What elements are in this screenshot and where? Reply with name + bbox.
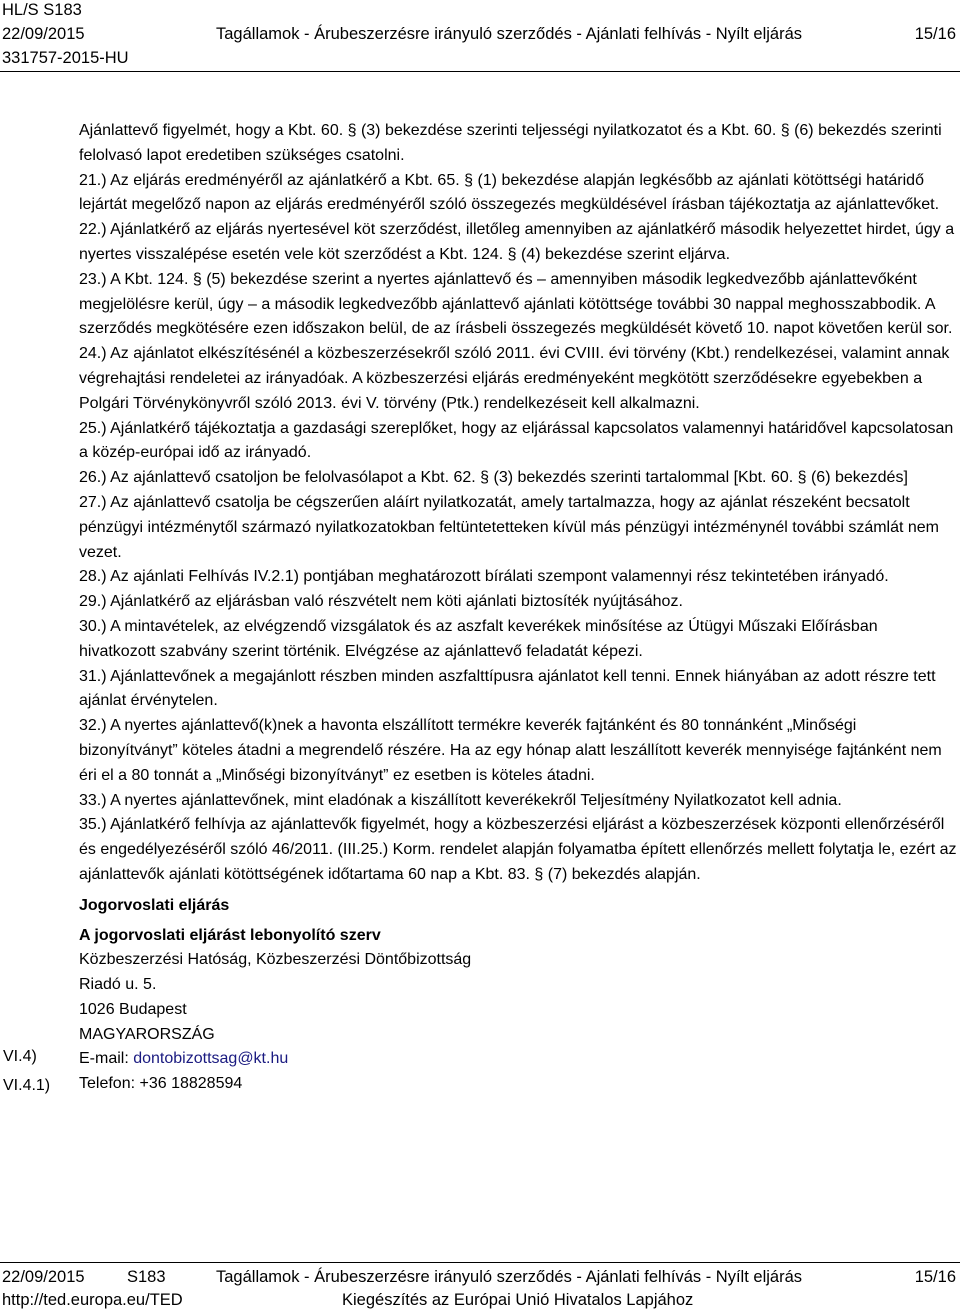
paragraph: 24.) Az ajánlatot elkészítésénél a közbeszerzésekről szóló 2011. évi CVIII. évi törvény (Kbt.) rendelkezései, valamint annak végrehajtási rendeletei az irányadóak. A közbeszerzési eljárás eredményeként megkötött szerződésekre egyebekben a Polgári Törvénykönyvről szóló 2013. évi V. törvény (Ptk.) rendelkezéseit kell alkalmazni.	[79, 345, 950, 412]
paragraph: 22.) Ajánlatkérő az eljárás nyertesével köt szerződést, illetőleg amennyiben az ajánlatkérő második helyezettet hirdet, úgy a nyertes visszalépése esetén vele köt szerződést a Kbt. 124. § (4) bekezdése szerint eljárva.	[79, 221, 955, 263]
footer-page-number: 15/16	[914, 1268, 956, 1286]
paragraph: 23.) A Kbt. 124. § (5) bekezdése szerint a nyertes ajánlattevő és – amennyiben második legkedvezőbb ajánlattevőként megjelölésre kerül, úgy – a második legkedvezőbb ajánlattevő ajánlati kötöttsége további 30 nappal meghosszabbodik. A szerződés megkötésére ezen időszakon belül, de az írásbeli összegezés megküldését követő 10. napot követően kerül sor.	[79, 270, 953, 338]
review-body-phone: Telefon: +36 18828594	[79, 1075, 243, 1093]
header-notice-id: 331757-2015-HU	[2, 49, 129, 67]
paragraph: 28.) Az ajánlati Felhívás IV.2.1) pontjában meghatározott bírálati szempont valamennyi rész tekintetében irányadó.	[79, 568, 889, 586]
footer-date: 22/09/2015	[2, 1268, 85, 1286]
subsection-number: VI.4.1)	[3, 1077, 51, 1094]
paragraph: 35.) Ajánlatkérő felhívja az ajánlattevők figyelmét, hogy a közbeszerzési eljárást a közbeszerzések központi ellenőrzéséről és engedélyezéséről szóló 46/2011. (III.25.) Korm. rendelet alapján folyamatba épített ellenőrzés mellett folytatja le, ezért az ajánlattevők ajánlati kötöttségének időtartama 60 nap a Kbt. 83. § (7) bekezdés alapján.	[79, 816, 957, 883]
review-body-org: Közbeszerzési Hatóság, Közbeszerzési Döntőbizottság	[79, 951, 472, 969]
footer-series: S183	[127, 1268, 166, 1286]
paragraph: 29.) Ajánlatkérő az eljárásban való részvételt nem köti ajánlati biztosíték nyújtásához.	[79, 593, 683, 611]
paragraph: 31.) Ajánlattevőnek a megajánlott részben minden aszfalttípusra ajánlatot kell tenni. Ennek hiányában az adott részre tett ajánlat érvénytelen.	[79, 667, 936, 710]
paragraph: 33.) A nyertes ajánlattevőnek, mint eladónak a kiszállított keverékekről Teljesítmény Nyilatkozatot kell adnia.	[79, 791, 842, 809]
header-divider	[0, 71, 960, 72]
footer-url[interactable]: http://ted.europa.eu/TED	[2, 1291, 183, 1309]
review-body-city: 1026 Budapest	[79, 1000, 187, 1018]
footer-divider	[0, 1262, 960, 1263]
section-title: Jogorvoslati eljárás	[79, 896, 230, 914]
review-body-country: MAGYARORSZÁG	[79, 1025, 215, 1043]
paragraph: 25.) Ajánlatkérő tájékoztatja a gazdasági szereplőket, hogy az eljárással kapcsolatos valamennyi határidővel kapcsolatosan a közép-európai idő az irányadó.	[79, 419, 954, 462]
section-number: VI.4)	[3, 1048, 37, 1065]
footer-supplement: Kiegészítés az Európai Unió Hivatalos Lapjához	[342, 1291, 694, 1309]
subsection-title: A jogorvoslati eljárást lebonyolító szerv	[79, 926, 381, 944]
email-label: E-mail:	[79, 1050, 134, 1068]
paragraph: 26.) Az ajánlattevő csatoljon be felolvasólapot a Kbt. 62. § (3) bekezdés szerinti tartalommal [Kbt. 60. § (6) bekezdés]	[79, 469, 908, 487]
footer-title: Tagállamok - Árubeszerzésre irányuló szerződés - Ajánlati felhívás - Nyílt eljárás	[216, 1268, 802, 1286]
paragraph: 30.) A mintavételek, az elvégzendő vizsgálatok és az aszfalt keverékek minősítése az Útügyi Műszaki Előírásban hivatkozott szabvány szerint történik. Elvégzése az ajánlattevő feladatát képezi.	[79, 617, 878, 660]
review-body-email-line	[79, 1047, 957, 1072]
paragraph: 21.) Az eljárás eredményéről az ajánlatkérő a Kbt. 65. § (1) bekezdése alapján legkésőbb az ajánlati kötöttségi határidő lejártát megelőző napon az eljárás eredményéről szóló összegezés megküldésével írásban tájékoztatja az ajánlattevőket.	[79, 171, 940, 214]
document-body	[79, 119, 957, 1097]
paragraph: 27.) Az ajánlattevő csatolja be cégszerűen aláírt nyilatkozatát, amely tartalmazza, hogy az ajánlat részeként becsatolt pénzügyi intézménytől származó nyilatkozatokban feltüntetetteken kívül más pénzügyi intézménynél további számlát nem vezet.	[79, 493, 940, 561]
paragraph: 32.) A nyertes ajánlattevő(k)nek a havonta elszállított termékre keverék fajtánként és 80 tonnánként „Minőségi bizonyítványt” köteles átadni a megrendelő részére. Ha az egy hónap alatt leszállított keverék mennyisége fajtánként nem éri el a 80 tonnát a „Minőségi bizonyítványt” ez esetben is köteles átadni.	[79, 717, 942, 784]
header-title: Tagállamok - Árubeszerzésre irányuló szerződés - Ajánlati felhívás - Nyílt eljárás	[216, 25, 802, 43]
email-link[interactable]: dontobizottsag@kt.hu	[133, 1050, 289, 1068]
header-date: 22/09/2015	[2, 25, 85, 43]
review-body-street: Riadó u. 5.	[79, 976, 157, 994]
header-doc-type: HL/S S183	[2, 1, 82, 19]
paragraph: Ajánlattevő figyelmét, hogy a Kbt. 60. § (3) bekezdése szerinti teljességi nyilatkozatot és a Kbt. 60. § (6) bekezdés szerinti felolvasó lapot eredetiben szükséges csatolni.	[79, 122, 942, 164]
header-page-number: 15/16	[914, 25, 956, 43]
